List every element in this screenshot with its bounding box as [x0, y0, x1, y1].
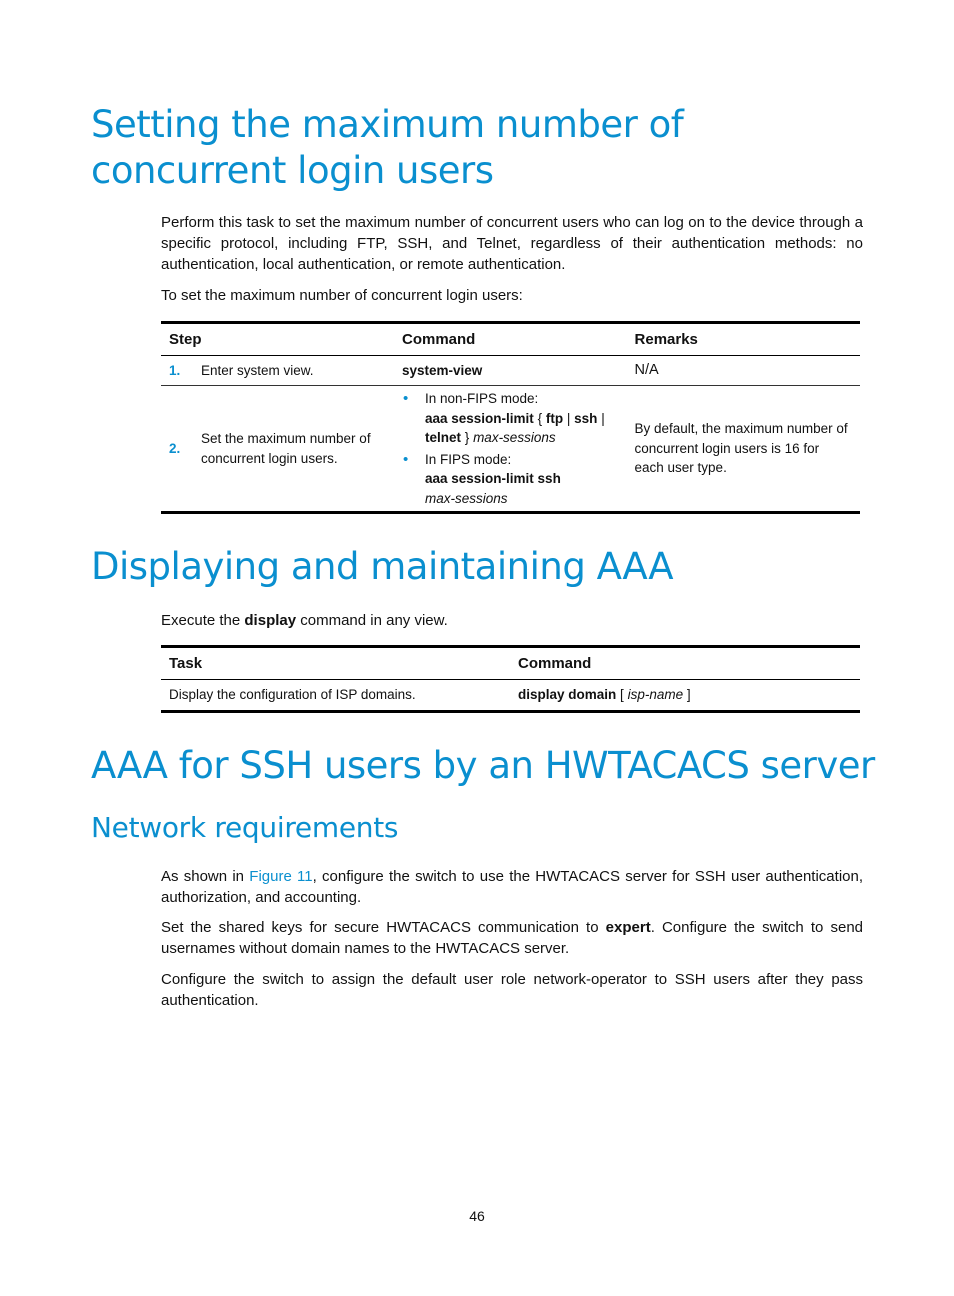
command-argument: isp-name — [627, 687, 684, 703]
bracket: [ — [620, 687, 624, 703]
step-cell — [161, 386, 394, 513]
header-remarks: Remarks — [627, 323, 860, 356]
list-item — [402, 389, 619, 448]
session-limit-table — [161, 321, 860, 514]
section-title-session-limit: Setting the maximum number of concurrent login users — [91, 103, 684, 192]
command-keyword: aaa session-limit — [425, 410, 534, 426]
header-command: Command — [510, 647, 860, 680]
command-mode-list — [402, 389, 619, 508]
list-item — [402, 450, 619, 509]
subsection-title: Network requirements — [91, 811, 399, 844]
command-keyword: aaa session-limit ssh — [425, 471, 561, 486]
command-keyword: telnet — [425, 430, 462, 445]
step-number: 1. — [169, 362, 181, 378]
paragraph-text: , configure the switch to use the HWTACACS server for SSH user authentication, authorization, and accounting. — [161, 868, 864, 906]
table-row — [161, 356, 860, 386]
display-table — [161, 645, 860, 713]
command-cell — [394, 386, 627, 513]
intro-command: display — [244, 612, 297, 629]
table-row — [161, 386, 860, 513]
section-title-display-aaa: Displaying and maintaining AAA — [91, 545, 674, 588]
shared-key: expert — [605, 919, 651, 936]
table-header-row — [161, 323, 860, 356]
mode-label: In non-FIPS mode: — [425, 391, 539, 406]
intro-text: Execute the — [161, 612, 241, 629]
paragraph-text: . Configure the switch to send usernames without domain names to the HWTACACS server. — [161, 919, 864, 957]
section-intro: Perform this task to set the maximum number of concurrent users who can log on to the device through a specific protocol, including FTP, SSH, and Telnet, regardless of their authentication methods: no authentication, local authentication, or remote authentication. — [161, 214, 863, 273]
mode-label: In FIPS mode: — [425, 451, 512, 467]
intro-text: command in any view. — [300, 612, 448, 629]
remarks-cell: N/A — [627, 356, 860, 386]
step-text: Set the maximum number of concurrent login users. — [201, 431, 371, 466]
command-cell — [510, 680, 860, 712]
requirement-paragraph — [161, 866, 863, 908]
header-task: Task — [161, 647, 510, 680]
section-title-hwtacacs: AAA for SSH users by an HWTACACS server — [91, 744, 875, 787]
requirement-paragraph — [161, 917, 863, 959]
command-keyword: ssh — [574, 410, 598, 426]
separator: | — [566, 410, 571, 426]
page-number: 46 — [469, 1208, 485, 1224]
brace: } — [464, 430, 470, 445]
header-step: Step — [161, 323, 394, 356]
table-lead-text: To set the maximum number of concurrent login users: — [161, 287, 523, 304]
command-keyword: display domain — [518, 687, 617, 703]
display-intro — [161, 610, 863, 631]
paragraph-text: As shown in — [161, 868, 245, 885]
command-argument: max-sessions — [473, 430, 556, 445]
brace: { — [537, 410, 543, 426]
paragraph-text: Set the shared keys for secure HWTACACS communication to — [161, 919, 599, 936]
step-number: 2. — [169, 440, 181, 456]
header-command: Command — [394, 323, 627, 356]
remarks-cell: By default, the maximum number of concurrent login users is 16 for each user type. — [634, 421, 848, 476]
command-text: system-view — [402, 362, 483, 378]
task-cell: Display the configuration of ISP domains. — [169, 687, 416, 703]
requirement-paragraph: Configure the switch to assign the default user role network-operator to SSH users after they pass authentication. — [161, 971, 863, 1009]
table-header-row — [161, 647, 860, 680]
table-row — [161, 680, 860, 712]
figure-link[interactable]: Figure 11 — [249, 868, 313, 885]
command-keyword: ftp — [545, 410, 564, 426]
bracket: ] — [686, 687, 691, 703]
step-text: Enter system view. — [201, 362, 314, 378]
command-cell — [394, 356, 627, 386]
command-argument: max-sessions — [425, 490, 508, 506]
step-cell — [161, 356, 394, 386]
separator: | — [601, 410, 605, 426]
